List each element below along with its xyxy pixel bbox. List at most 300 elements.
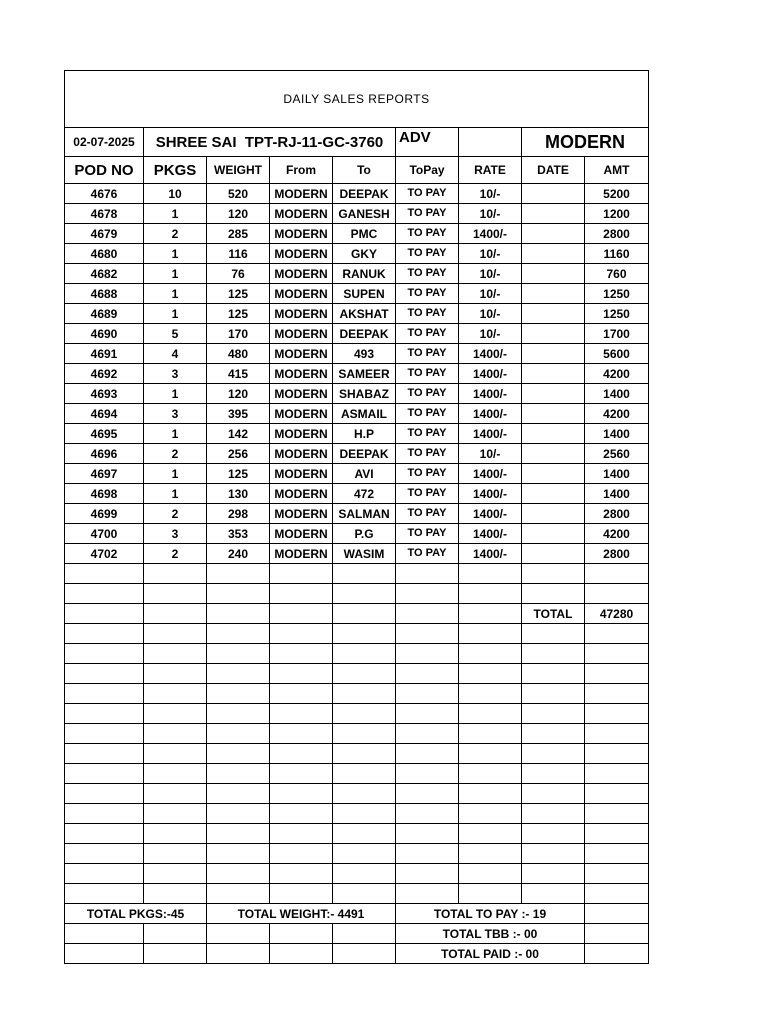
cell-amt [585,644,649,664]
cell-amt: 2800 [585,504,649,524]
cell-pkgs [144,604,207,624]
col-header-weight: WEIGHT [207,157,270,184]
cell-weight [207,824,270,844]
cell-rate [459,584,522,604]
cell-to: RANUK [333,264,396,284]
cell-pod-no: 4693 [65,384,144,404]
cell-rate: 1400/- [459,344,522,364]
cell-pkgs: 4 [144,344,207,364]
col-header-date: DATE [522,157,585,184]
cell-topay: TO PAY [396,204,459,224]
cell-date [522,624,585,644]
cell-rate [459,644,522,664]
cell-weight [207,884,270,904]
cell-pkgs [144,644,207,664]
cell-from: MODERN [270,544,333,564]
cell-to [333,744,396,764]
cell-to: H.P [333,424,396,444]
table-row [65,804,649,824]
cell-pkgs [144,684,207,704]
cell-topay: TO PAY [396,244,459,264]
cell-date [522,864,585,884]
cell-amt [585,784,649,804]
cell-weight [207,644,270,664]
cell-weight: 285 [207,224,270,244]
cell-to [333,864,396,884]
cell-topay [396,764,459,784]
cell-date: TOTAL [522,604,585,624]
cell-rate [459,824,522,844]
cell-weight [207,844,270,864]
cell-date [522,304,585,324]
cell-topay: TO PAY [396,324,459,344]
cell-rate [459,604,522,624]
cell-to [333,644,396,664]
cell-pod-no: 4696 [65,444,144,464]
cell-amt [585,884,649,904]
cell-pkgs: 5 [144,324,207,344]
cell-rate: 1400/- [459,524,522,544]
cell-date [522,804,585,824]
footer-empty-cell [270,944,333,964]
cell-rate [459,844,522,864]
cell-topay: TO PAY [396,424,459,444]
cell-date [522,664,585,684]
title-row [65,71,649,128]
cell-date [522,744,585,764]
cell-from: MODERN [270,464,333,484]
cell-from: MODERN [270,404,333,424]
cell-pod-no [65,844,144,864]
cell-to [333,704,396,724]
cell-to [333,784,396,804]
cell-to: 493 [333,344,396,364]
footer-empty-cell [270,924,333,944]
cell-amt: 4200 [585,524,649,544]
cell-pkgs [144,564,207,584]
cell-topay: TO PAY [396,304,459,324]
cell-pkgs: 2 [144,504,207,524]
table-row [65,204,649,224]
cell-topay: TO PAY [396,184,459,204]
cell-date [522,384,585,404]
cell-date [522,564,585,584]
cell-weight: 125 [207,284,270,304]
cell-topay: TO PAY [396,284,459,304]
cell-date [522,824,585,844]
cell-from [270,864,333,884]
cell-from [270,824,333,844]
cell-topay: TO PAY [396,364,459,384]
cell-to: DEEPAK [333,324,396,344]
cell-from [270,604,333,624]
cell-from: MODERN [270,304,333,324]
footer-empty-cell [207,924,270,944]
cell-to [333,684,396,704]
cell-pkgs [144,584,207,604]
cell-weight [207,764,270,784]
cell-to [333,604,396,624]
cell-date [522,704,585,724]
cell-to [333,844,396,864]
cell-topay: TO PAY [396,444,459,464]
total-pkgs: TOTAL PKGS:-45 [65,904,207,924]
cell-pkgs: 1 [144,264,207,284]
cell-topay [396,884,459,904]
cell-topay: TO PAY [396,524,459,544]
cell-pod-no: 4697 [65,464,144,484]
cell-pkgs [144,744,207,764]
cell-to [333,624,396,644]
cell-topay [396,664,459,684]
cell-rate [459,704,522,724]
cell-topay: TO PAY [396,344,459,364]
footer-row-2 [65,924,649,944]
cell-amt: 760 [585,264,649,284]
col-header-rate: RATE [459,157,522,184]
cell-date [522,784,585,804]
cell-topay [396,644,459,664]
cell-amt [585,844,649,864]
cell-rate [459,684,522,704]
table-row [65,284,649,304]
cell-to: AKSHAT [333,304,396,324]
header-row [65,157,649,184]
cell-topay [396,804,459,824]
cell-pkgs: 1 [144,384,207,404]
cell-rate [459,864,522,884]
cell-from: MODERN [270,364,333,384]
cell-weight: 256 [207,444,270,464]
table-row [65,544,649,564]
table-row [65,264,649,284]
cell-date [522,524,585,544]
table-row [65,884,649,904]
cell-rate: 10/- [459,264,522,284]
cell-pod-no [65,704,144,724]
cell-pkgs [144,704,207,724]
cell-from [270,764,333,784]
cell-from [270,684,333,704]
cell-from: MODERN [270,204,333,224]
report-title: DAILY SALES REPORTS [65,71,649,128]
cell-from [270,804,333,824]
cell-amt: 47280 [585,604,649,624]
table-row [65,184,649,204]
footer-empty-cell [144,944,207,964]
cell-date [522,464,585,484]
table-row [65,684,649,704]
cell-to: GKY [333,244,396,264]
table-row [65,344,649,364]
table-row [65,304,649,324]
cell-date [522,584,585,604]
cell-date [522,284,585,304]
cell-to [333,804,396,824]
cell-rate [459,744,522,764]
table-row [65,724,649,744]
cell-amt [585,624,649,644]
cell-pod-no: 4682 [65,264,144,284]
cell-date [522,224,585,244]
table-row [65,844,649,864]
cell-amt: 1250 [585,304,649,324]
table-row [65,564,649,584]
cell-date [522,424,585,444]
cell-pkgs: 2 [144,444,207,464]
cell-amt: 2560 [585,444,649,464]
cell-amt [585,564,649,584]
cell-weight: 120 [207,384,270,404]
cell-amt: 1250 [585,284,649,304]
cell-topay [396,744,459,764]
cell-amt: 1400 [585,424,649,444]
cell-weight [207,664,270,684]
cell-to: DEEPAK [333,184,396,204]
cell-weight: 170 [207,324,270,344]
table-row [65,364,649,384]
cell-topay [396,684,459,704]
cell-from [270,724,333,744]
cell-rate [459,564,522,584]
cell-topay [396,724,459,744]
table-row [65,664,649,684]
info-row [65,128,649,157]
table-row [65,584,649,604]
cell-pod-no: 4698 [65,484,144,504]
cell-amt: 2800 [585,224,649,244]
cell-amt: 1400 [585,484,649,504]
cell-date [522,184,585,204]
cell-from: MODERN [270,324,333,344]
cell-topay: TO PAY [396,404,459,424]
cell-from: MODERN [270,244,333,264]
cell-weight: 298 [207,504,270,524]
table-row [65,224,649,244]
cell-pod-no [65,564,144,584]
cell-from [270,884,333,904]
cell-weight [207,744,270,764]
cell-pkgs [144,824,207,844]
cell-from [270,784,333,804]
cell-pkgs [144,624,207,644]
cell-pod-no [65,644,144,664]
total-paid: TOTAL PAID :- 00 [396,944,585,964]
cell-pod-no [65,864,144,884]
cell-amt [585,864,649,884]
cell-from: MODERN [270,524,333,544]
cell-pkgs [144,664,207,684]
cell-rate: 10/- [459,184,522,204]
cell-from: MODERN [270,424,333,444]
cell-weight [207,684,270,704]
cell-from [270,844,333,864]
total-weight: TOTAL WEIGHT:- 4491 [207,904,396,924]
cell-pkgs: 1 [144,284,207,304]
cell-from [270,744,333,764]
cell-weight [207,624,270,644]
cell-weight [207,804,270,824]
cell-date [522,324,585,344]
cell-pod-no [65,824,144,844]
cell-from: MODERN [270,184,333,204]
footer-empty-cell [65,924,144,944]
cell-pod-no [65,764,144,784]
cell-pod-no [65,664,144,684]
cell-amt [585,764,649,784]
cell-amt [585,804,649,824]
cell-rate [459,664,522,684]
table-row [65,744,649,764]
cell-amt: 1400 [585,464,649,484]
report-date: 02-07-2025 [65,128,144,157]
total-to-pay: TOTAL TO PAY :- 19 [396,904,585,924]
cell-from: MODERN [270,484,333,504]
table-row [65,784,649,804]
cell-topay: TO PAY [396,264,459,284]
table-row [65,484,649,504]
table-row [65,384,649,404]
cell-topay: TO PAY [396,384,459,404]
footer-empty-cell [207,944,270,964]
cell-to: DEEPAK [333,444,396,464]
cell-topay: TO PAY [396,464,459,484]
adv-label: ADV [396,128,459,157]
cell-pkgs: 1 [144,244,207,264]
cell-date [522,444,585,464]
cell-amt [585,744,649,764]
vehicle-label: SHREE SAI TPT-RJ-11-GC-3760 [144,128,396,157]
cell-date [522,844,585,864]
cell-pod-no: 4690 [65,324,144,344]
table-row [65,424,649,444]
table-row [65,824,649,844]
footer-empty-cell [585,924,649,944]
cell-amt: 1160 [585,244,649,264]
cell-topay [396,564,459,584]
col-header-amt: AMT [585,157,649,184]
col-header-pod-no: POD NO [65,157,144,184]
cell-weight: 415 [207,364,270,384]
cell-date [522,244,585,264]
cell-rate: 1400/- [459,464,522,484]
cell-to: PMC [333,224,396,244]
cell-amt: 1200 [585,204,649,224]
cell-pkgs: 3 [144,404,207,424]
cell-pkgs [144,784,207,804]
cell-topay: TO PAY [396,484,459,504]
cell-weight: 130 [207,484,270,504]
cell-from: MODERN [270,444,333,464]
cell-pkgs: 2 [144,544,207,564]
cell-pod-no [65,744,144,764]
cell-rate: 1400/- [459,364,522,384]
cell-amt: 4200 [585,404,649,424]
cell-pkgs [144,724,207,744]
col-header-pkgs: PKGS [144,157,207,184]
cell-amt [585,724,649,744]
cell-topay [396,844,459,864]
cell-pod-no: 4695 [65,424,144,444]
footer-empty-cell [333,944,396,964]
footer-empty-cell [65,944,144,964]
col-header-from: From [270,157,333,184]
cell-amt: 1700 [585,324,649,344]
cell-date [522,364,585,384]
cell-rate: 1400/- [459,404,522,424]
adv-value [459,128,522,157]
cell-rate: 1400/- [459,484,522,504]
cell-rate [459,804,522,824]
cell-to [333,884,396,904]
cell-pkgs [144,864,207,884]
cell-pod-no: 4676 [65,184,144,204]
cell-pod-no [65,724,144,744]
table-row [65,444,649,464]
cell-date [522,484,585,504]
cell-weight [207,604,270,624]
cell-weight: 125 [207,304,270,324]
cell-amt: 5200 [585,184,649,204]
cell-weight: 520 [207,184,270,204]
cell-pod-no [65,624,144,644]
cell-weight [207,584,270,604]
cell-topay: TO PAY [396,544,459,564]
cell-amt: 4200 [585,364,649,384]
cell-pod-no [65,884,144,904]
cell-pkgs: 1 [144,304,207,324]
cell-to: SHABAZ [333,384,396,404]
cell-rate: 1400/- [459,504,522,524]
cell-pod-no: 4700 [65,524,144,544]
footer-empty-cell [585,904,649,924]
cell-to: 472 [333,484,396,504]
cell-weight: 116 [207,244,270,264]
cell-to: GANESH [333,204,396,224]
cell-rate [459,624,522,644]
cell-to: SUPEN [333,284,396,304]
cell-to: SALMAN [333,504,396,524]
col-header-to: To [333,157,396,184]
cell-rate: 10/- [459,304,522,324]
table-row [65,324,649,344]
cell-pod-no: 4680 [65,244,144,264]
cell-weight [207,864,270,884]
cell-rate [459,764,522,784]
cell-to [333,664,396,684]
cell-from: MODERN [270,344,333,364]
table-row [65,624,649,644]
cell-weight: 120 [207,204,270,224]
cell-from [270,664,333,684]
cell-weight: 240 [207,544,270,564]
cell-pod-no [65,604,144,624]
cell-to: SAMEER [333,364,396,384]
cell-pod-no: 4694 [65,404,144,424]
cell-rate: 10/- [459,244,522,264]
cell-amt [585,824,649,844]
cell-from: MODERN [270,384,333,404]
cell-from [270,644,333,664]
cell-weight: 395 [207,404,270,424]
cell-pod-no [65,584,144,604]
cell-pkgs [144,764,207,784]
cell-from [270,584,333,604]
cell-weight: 125 [207,464,270,484]
cell-weight [207,704,270,724]
cell-rate: 1400/- [459,384,522,404]
table-row [65,644,649,664]
